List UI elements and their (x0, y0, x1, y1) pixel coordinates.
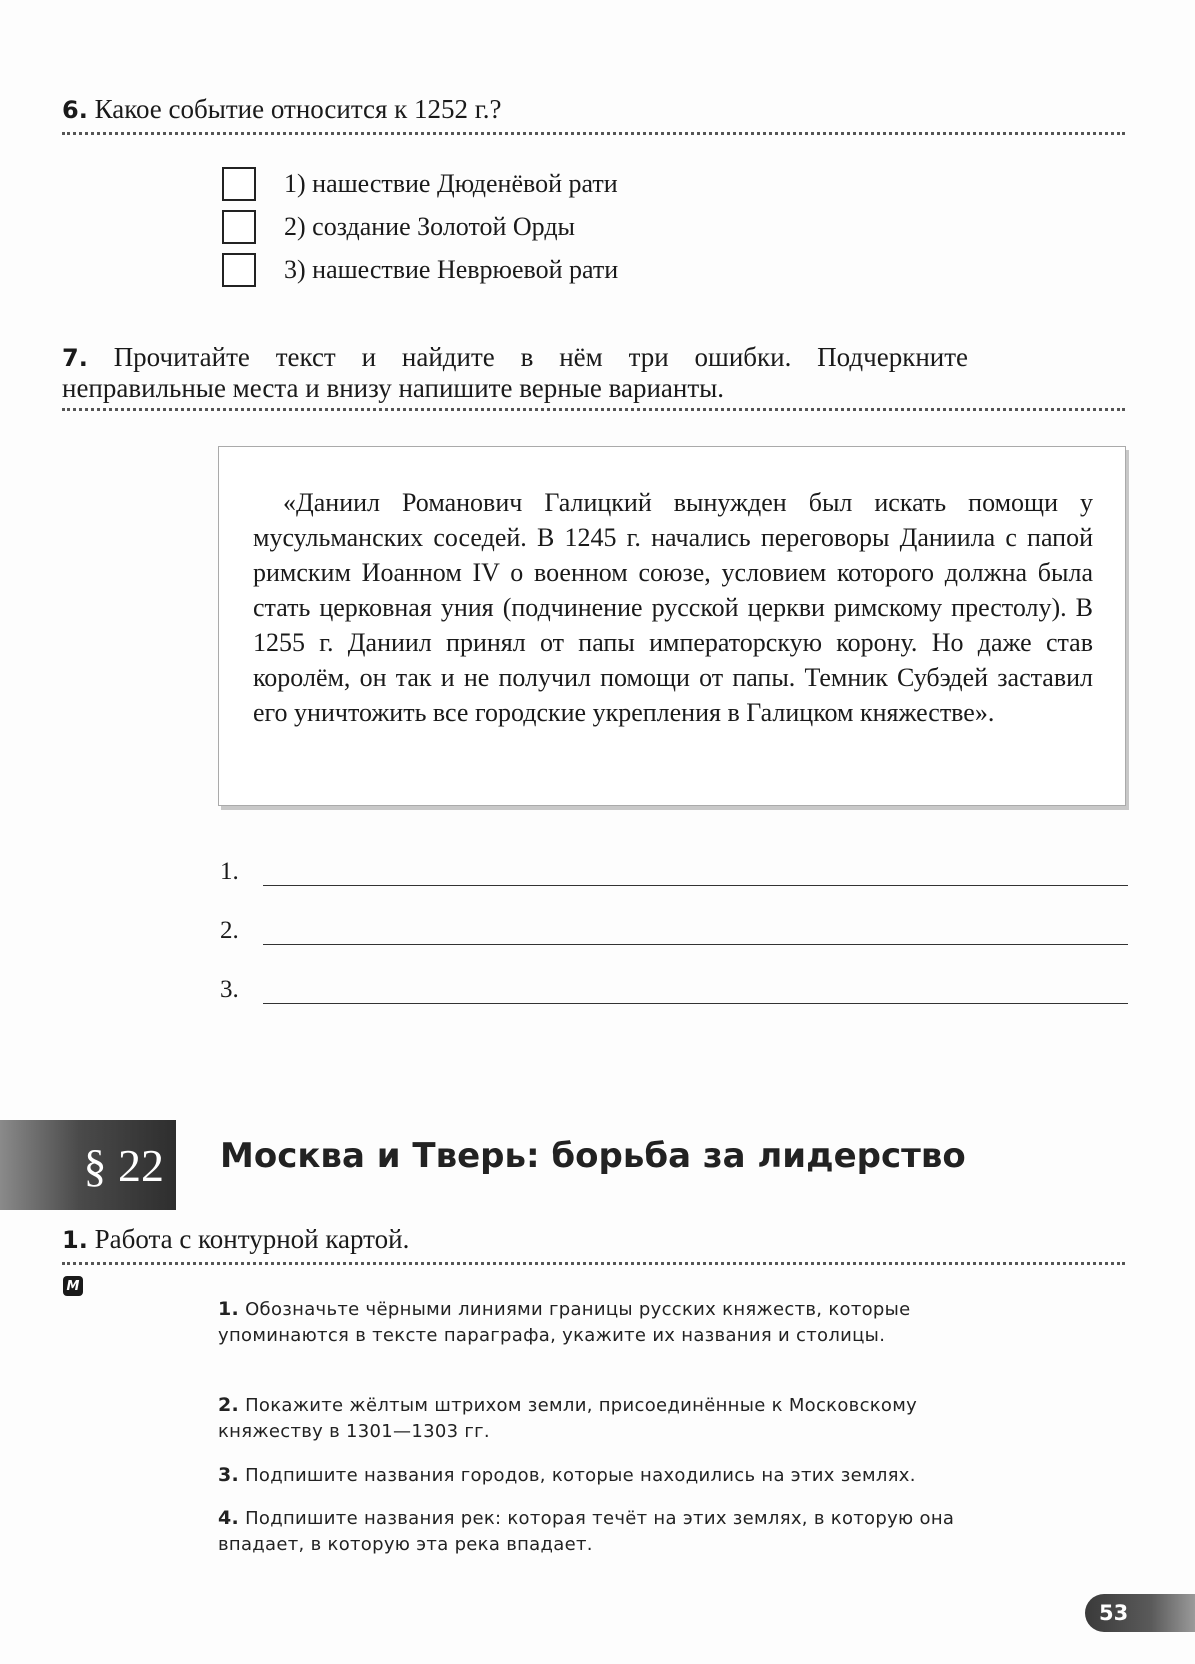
question-6-text: Какое событие относится к 1252 г.? (94, 94, 502, 124)
answer-checkbox[interactable] (222, 253, 256, 287)
task-item-number: 4. (218, 1507, 240, 1529)
section-badge: § 22 (0, 1120, 176, 1210)
answer-line-2[interactable] (220, 909, 1128, 945)
task-1-text: Работа с контурной картой. (94, 1224, 410, 1254)
passage-text: «Даниил Романович Галицкий вынужден был искать помощи у мусульманских соседей. В 1245 г. начались переговоры Даниила с папой римским Иоанном IV о военном союзе, условием которого должна была стать церковная уния (подчинение русской церкви римскому престолу). В 1255 г. Даниил принял от папы императорскую корону. Но даже став королём, он так и не получил помощи от папы. Темник Субэдей заставил его уничтожить все городские укрепления в Галицком княжестве». (253, 488, 1093, 727)
passage-box (218, 446, 1126, 806)
task-item-number: 1. (218, 1298, 240, 1320)
section-title: Москва и Тверь: борьба за лидерство (220, 1136, 966, 1176)
map-task-item-4 (218, 1505, 968, 1558)
question-7-heading-line2: неправильные места и внизу напишите верные варианты. (62, 373, 725, 403)
task-item-text: Подпишите названия городов, которые находились на этих землях. (245, 1465, 916, 1486)
task-item-text: Покажите жёлтым штрихом земли, присоединённые к Московскому княжеству в 1301—1303 гг. (218, 1395, 918, 1442)
task-item-number: 2. (218, 1394, 240, 1416)
answer-line-1[interactable] (220, 850, 1128, 886)
answer-input-line[interactable] (263, 977, 1128, 1004)
question-6-number: 6. (62, 96, 88, 124)
question-6-heading (62, 92, 502, 127)
page-number: 53 (1085, 1594, 1195, 1632)
answer-checkbox[interactable] (222, 167, 256, 201)
dotted-divider (62, 132, 1125, 135)
question-7-heading-line1 (62, 340, 968, 375)
dotted-divider (62, 1262, 1125, 1265)
task-1-number: 1. (62, 1226, 88, 1254)
answer-number: 1. (220, 858, 239, 885)
answer-input-line[interactable] (263, 918, 1128, 945)
question-7-text-line1: Прочитайте текст и найдите в нём три ошибки. Подчеркните (113, 342, 968, 372)
option-1[interactable] (222, 167, 618, 201)
question-7-number: 7. (62, 344, 88, 372)
task-1-heading (62, 1222, 409, 1257)
option-label: 1) нашествие Дюденёвой рати (284, 169, 618, 198)
answer-input-line[interactable] (263, 859, 1128, 886)
map-task-item-1 (218, 1296, 968, 1349)
answer-number: 3. (220, 976, 239, 1003)
map-workbook-icon: М (63, 1276, 83, 1296)
task-item-text: Обозначьте чёрными линиями границы русских княжеств, которые упоминаются в тексте параграфа, укажите их названия и столицы. (218, 1299, 911, 1346)
option-label: 2) создание Золотой Орды (284, 212, 576, 241)
option-2[interactable] (222, 210, 575, 244)
task-item-number: 3. (218, 1464, 240, 1486)
option-3[interactable] (222, 253, 618, 287)
option-label: 3) нашествие Неврюевой рати (284, 255, 619, 284)
answer-line-3[interactable] (220, 968, 1128, 1004)
answer-checkbox[interactable] (222, 210, 256, 244)
map-task-item-3 (218, 1462, 968, 1489)
task-item-text: Подпишите названия рек: которая течёт на этих землях, в которую она впадает, в которую эта река впадает. (218, 1508, 955, 1555)
map-task-item-2 (218, 1392, 968, 1445)
answer-number: 2. (220, 917, 239, 944)
dotted-divider (62, 408, 1125, 411)
